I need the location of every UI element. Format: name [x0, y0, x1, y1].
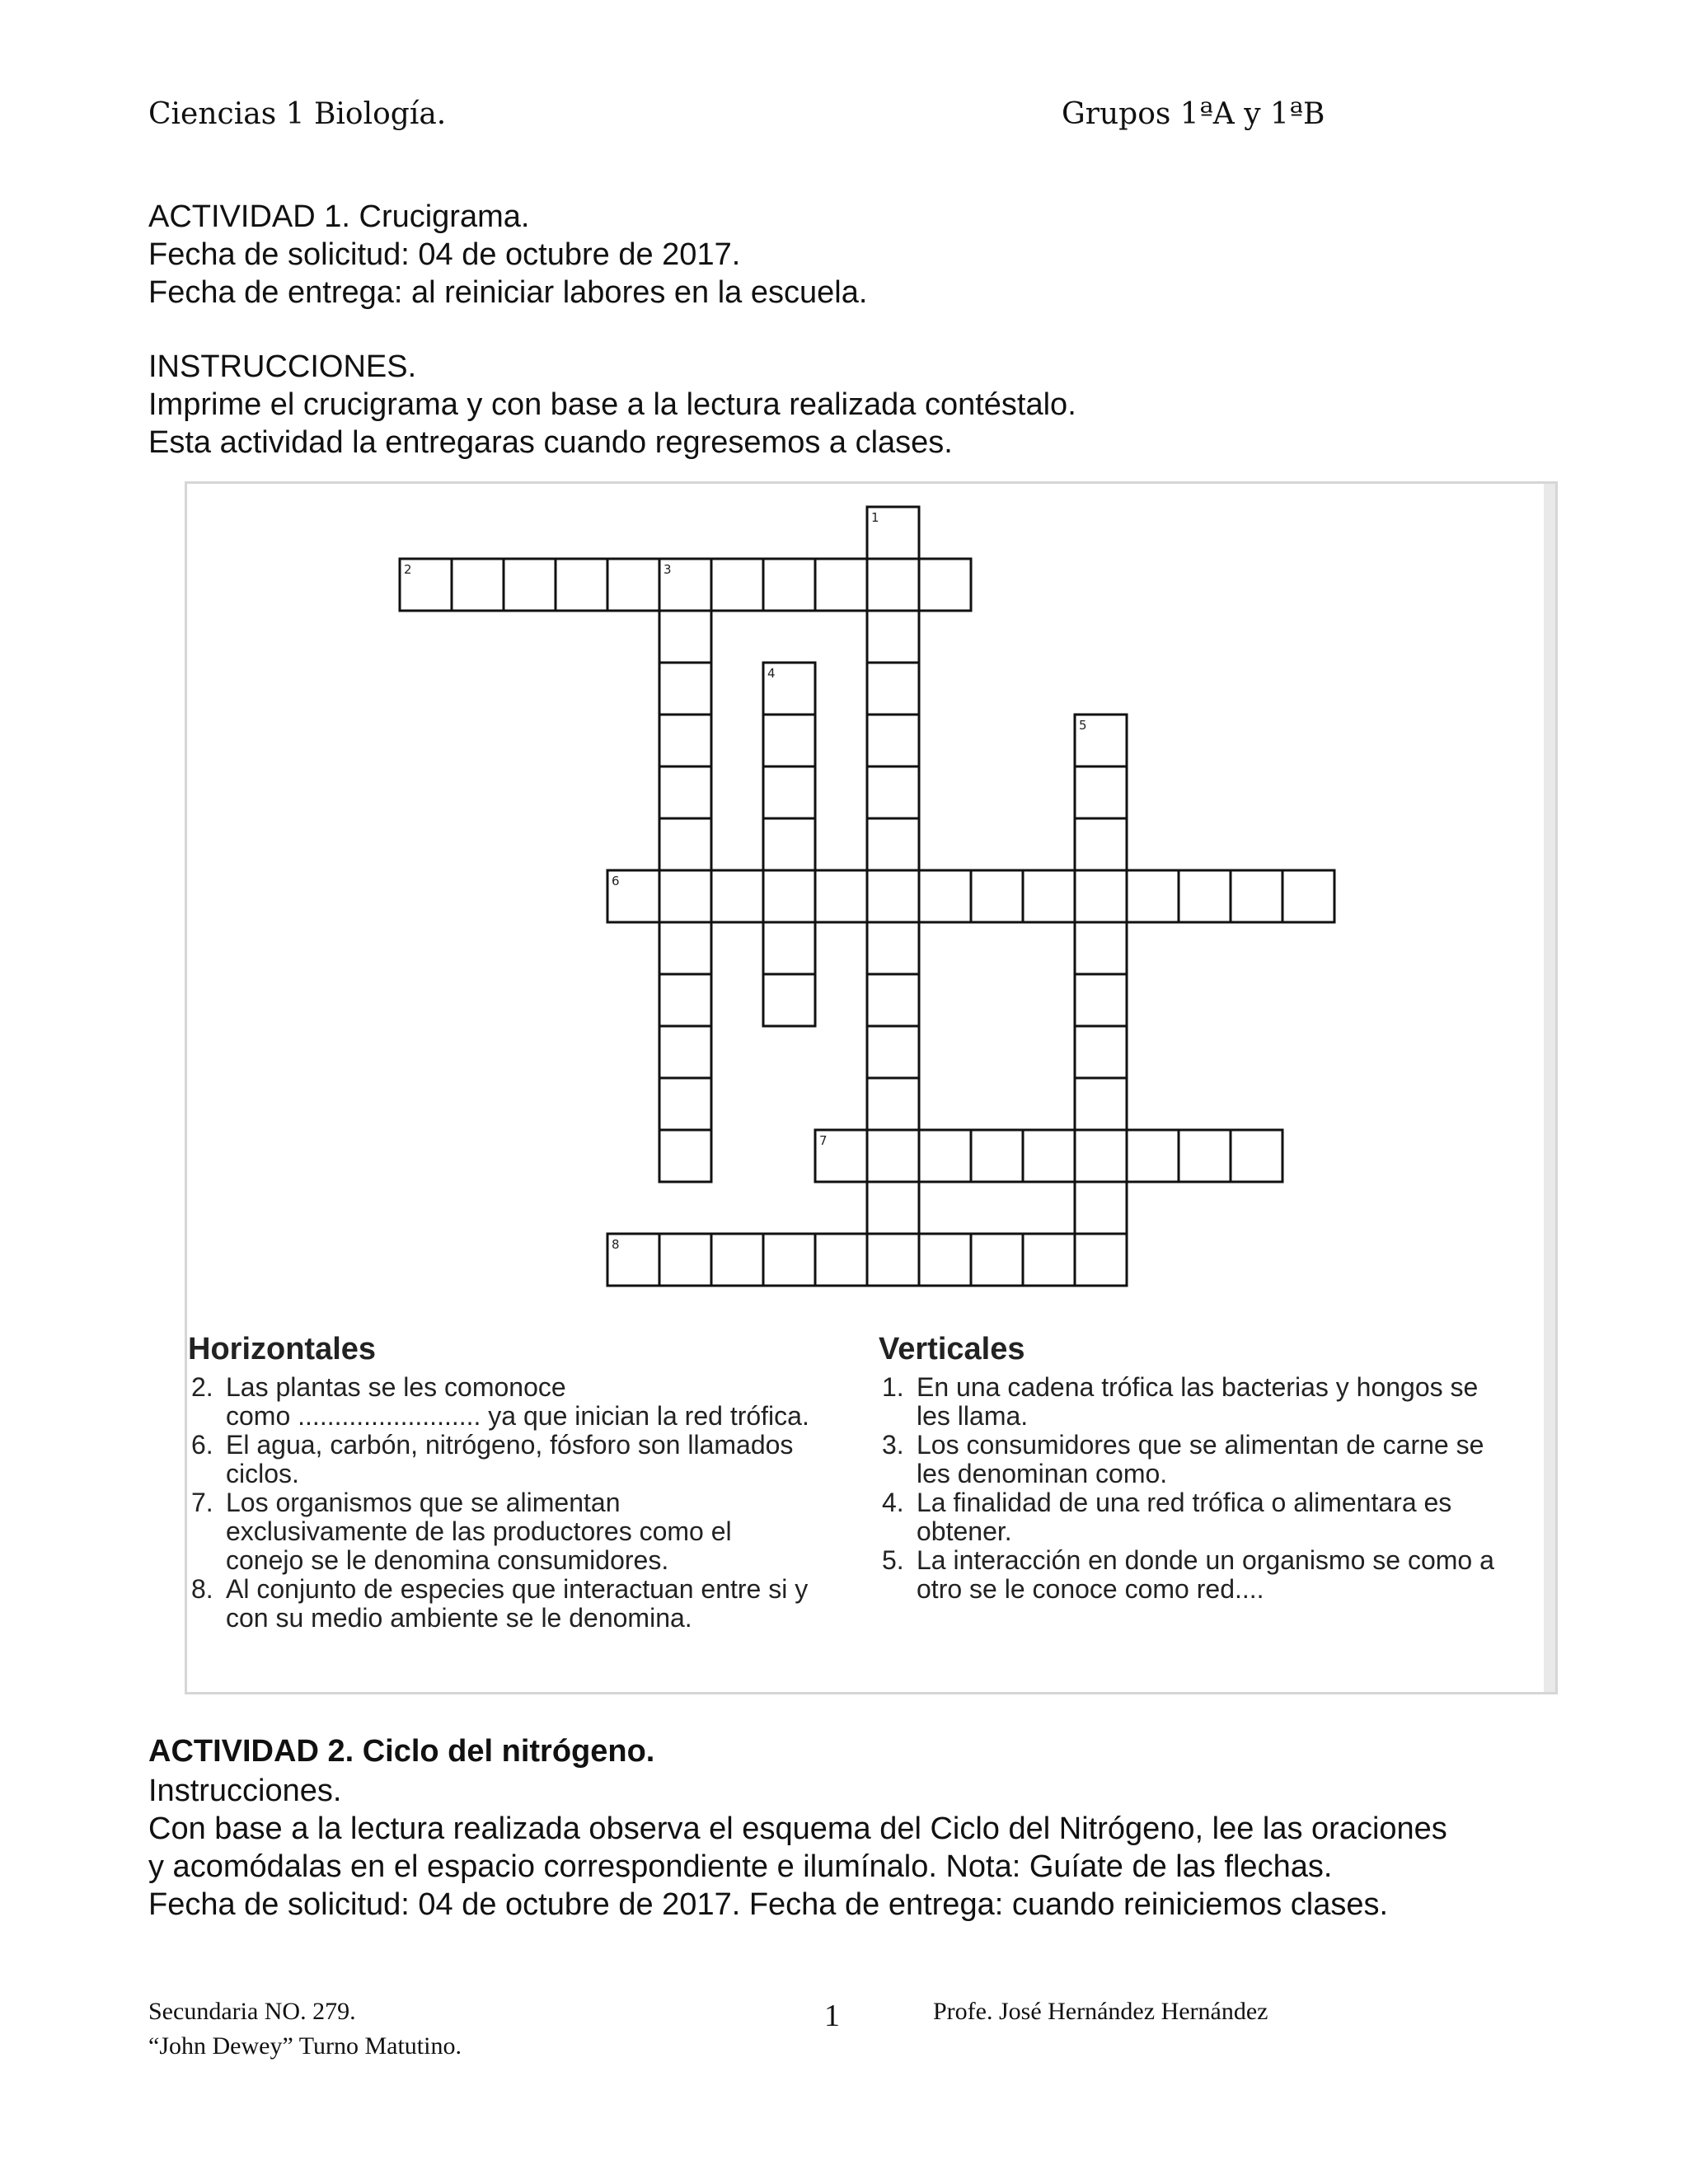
crossword-cell[interactable] [867, 870, 919, 922]
crossword-cell[interactable] [1282, 870, 1334, 922]
activity1-request-date: Fecha de solicitud: 04 de octubre de 2017. [148, 237, 741, 272]
instruction-line: Imprime el crucigrama y con base a la lectura realizada contéstalo. [148, 387, 1076, 422]
clue-text: conejo se le denomina consumidores. [226, 1545, 669, 1575]
clue-text: como ......................... ya que inician la red trófica. [226, 1401, 809, 1431]
crossword-cell[interactable] [763, 922, 815, 974]
crossword-cell[interactable] [711, 559, 763, 611]
header-groups: Grupos 1ªA y 1ªB [1062, 97, 1325, 131]
crossword-cell[interactable] [1075, 766, 1127, 818]
crossword-cell[interactable] [971, 1234, 1023, 1286]
crossword-cell[interactable] [867, 663, 919, 715]
clue-text: con su medio ambiente se le denomina. [226, 1603, 692, 1633]
crossword-cell[interactable] [659, 611, 711, 663]
clue-text: otro se le conoce como red.... [917, 1574, 1264, 1604]
instructions-heading: INSTRUCCIONES. [148, 349, 417, 384]
clue-number-label: 8 [612, 1237, 620, 1252]
crossword-cell[interactable] [1075, 870, 1127, 922]
activity2-title: ACTIVIDAD 2. Ciclo del nitrógeno. [148, 1734, 655, 1769]
crossword-cell[interactable] [1023, 1234, 1075, 1286]
clue-number: 1. [882, 1372, 904, 1402]
crossword-cell[interactable] [815, 870, 867, 922]
crossword-cell[interactable] [607, 559, 659, 611]
crossword-cell[interactable] [763, 870, 815, 922]
crossword-cell[interactable] [919, 1234, 971, 1286]
crossword-cell[interactable] [659, 766, 711, 818]
clue-text: exclusivamente de las productores como el [226, 1516, 732, 1546]
clue-number-label: 1 [871, 510, 879, 525]
crossword-cell[interactable] [971, 870, 1023, 922]
crossword-cell[interactable] [763, 559, 815, 611]
activity2-line: Con base a la lectura realizada observa el esquema del Ciclo del Nitrógeno, lee las oraciones [148, 1811, 1447, 1846]
activity2-line: y acomódalas en el espacio correspondiente e ilumínalo. Nota: Guíate de las flechas. [148, 1849, 1333, 1884]
crossword-cell[interactable] [763, 715, 815, 766]
crossword-cell[interactable] [659, 922, 711, 974]
crossword-cell[interactable] [504, 559, 556, 611]
clue-number-label: 3 [663, 562, 672, 577]
crossword-cell[interactable] [763, 974, 815, 1026]
clue-text: La interacción en donde un organismo se como a [917, 1545, 1494, 1575]
crossword-cell[interactable] [659, 870, 711, 922]
clue-number: 5. [882, 1545, 904, 1575]
crossword-cell[interactable] [919, 870, 971, 922]
horizontal-clues-heading: Horizontales [188, 1332, 377, 1366]
clue-number-label: 7 [819, 1133, 828, 1148]
crossword-cell[interactable] [659, 663, 711, 715]
crossword-cell[interactable] [763, 1234, 815, 1286]
crossword-cell[interactable] [1075, 818, 1127, 870]
crossword-cell[interactable] [867, 1234, 919, 1286]
clue-number: 8. [191, 1574, 213, 1604]
clue-text: Las plantas se les comonoce [226, 1372, 566, 1402]
instruction-line: Esta actividad la entregaras cuando regresemos a clases. [148, 425, 953, 460]
crossword-cell[interactable] [867, 715, 919, 766]
crossword-cell[interactable] [919, 1130, 971, 1182]
clue-text: La finalidad de una red trófica o alimentara es [917, 1488, 1452, 1517]
clue-number: 6. [191, 1430, 213, 1460]
clue-text: obtener. [917, 1516, 1012, 1546]
activity1-due-date: Fecha de entrega: al reiniciar labores en la escuela. [148, 275, 868, 310]
clue-text: Los organismos que se alimentan [226, 1488, 621, 1517]
crossword-cell[interactable] [867, 1130, 919, 1182]
clue-text: ciclos. [226, 1459, 299, 1488]
crossword-cell[interactable] [971, 1130, 1023, 1182]
crossword-cell[interactable] [1231, 870, 1282, 922]
clue-number: 3. [882, 1430, 904, 1460]
clue-number-label: 2 [404, 562, 412, 577]
crossword-cell[interactable] [867, 611, 919, 663]
crossword-cell[interactable] [919, 559, 971, 611]
crossword-cell[interactable] [1075, 1182, 1127, 1234]
crossword-cell[interactable] [1231, 1130, 1282, 1182]
activity2-line: Fecha de solicitud: 04 de octubre de 2017. Fecha de entrega: cuando reiniciemos clases. [148, 1887, 1389, 1922]
vertical-clues-heading: Verticales [879, 1332, 1025, 1366]
clue-number: 4. [882, 1488, 904, 1517]
clue-number-label: 4 [767, 666, 776, 681]
crossword-cell[interactable] [1075, 1026, 1127, 1078]
crossword-cell[interactable] [763, 766, 815, 818]
crossword-cell[interactable] [659, 818, 711, 870]
footer-teacher: Profe. José Hernández Hernández [933, 1998, 1268, 2025]
crossword-cell[interactable] [711, 870, 763, 922]
crossword-cell[interactable] [867, 922, 919, 974]
clue-number-label: 5 [1079, 718, 1087, 733]
clue-text: les denominan como. [917, 1459, 1168, 1488]
crossword-cell[interactable] [867, 1182, 919, 1234]
crossword-cell[interactable] [1127, 1130, 1179, 1182]
page-number: 1 [824, 1999, 840, 2033]
crossword-cell[interactable] [659, 1234, 711, 1286]
crossword-cell[interactable] [659, 1130, 711, 1182]
crossword-cell[interactable] [1179, 1130, 1231, 1182]
clue-text: El agua, carbón, nitrógeno, fósforo son llamados [226, 1430, 794, 1460]
clue-text: les llama. [917, 1401, 1029, 1431]
footer-school: Secundaria NO. 279. [148, 1998, 356, 2025]
crossword-cell[interactable] [556, 559, 607, 611]
footer-school-name: “John Dewey” Turno Matutino. [148, 2032, 462, 2060]
clue-text: Los consumidores que se alimentan de carne se [917, 1430, 1484, 1460]
crossword-cell[interactable] [1023, 1130, 1075, 1182]
header-subject: Ciencias 1 Biología. [148, 97, 447, 131]
crossword-cell[interactable] [1075, 922, 1127, 974]
crossword-cell[interactable] [815, 1234, 867, 1286]
clue-number-label: 6 [612, 874, 620, 888]
crossword-cell[interactable] [659, 1078, 711, 1130]
crossword-cell[interactable] [867, 818, 919, 870]
crossword-cell[interactable] [763, 818, 815, 870]
clue-text: Al conjunto de especies que interactuan entre si y [226, 1574, 809, 1604]
crossword-cell[interactable] [659, 715, 711, 766]
crossword-cell[interactable] [1023, 870, 1075, 922]
crossword-cell[interactable] [1075, 1130, 1127, 1182]
crossword-cell[interactable] [659, 974, 711, 1026]
crossword-cell[interactable] [1075, 1234, 1127, 1286]
crossword-cell[interactable] [867, 1078, 919, 1130]
crossword-cell[interactable] [867, 1026, 919, 1078]
crossword-cell[interactable] [1127, 870, 1179, 922]
crossword-cell[interactable] [867, 974, 919, 1026]
activity2-subtitle: Instrucciones. [148, 1774, 342, 1808]
crossword-cell[interactable] [659, 1026, 711, 1078]
crossword-cell[interactable] [1075, 1078, 1127, 1130]
clue-number: 2. [191, 1372, 213, 1402]
crossword-cell[interactable] [1179, 870, 1231, 922]
crossword-cell[interactable] [867, 766, 919, 818]
crossword-cell[interactable] [1075, 974, 1127, 1026]
crossword-cell[interactable] [815, 559, 867, 611]
activity1-title: ACTIVIDAD 1. Crucigrama. [148, 199, 530, 234]
clue-text: En una cadena trófica las bacterias y hongos se [917, 1372, 1479, 1402]
crossword-cell[interactable] [867, 559, 919, 611]
crossword-cell[interactable] [452, 559, 504, 611]
clue-number: 7. [191, 1488, 213, 1517]
crossword-cell[interactable] [711, 1234, 763, 1286]
